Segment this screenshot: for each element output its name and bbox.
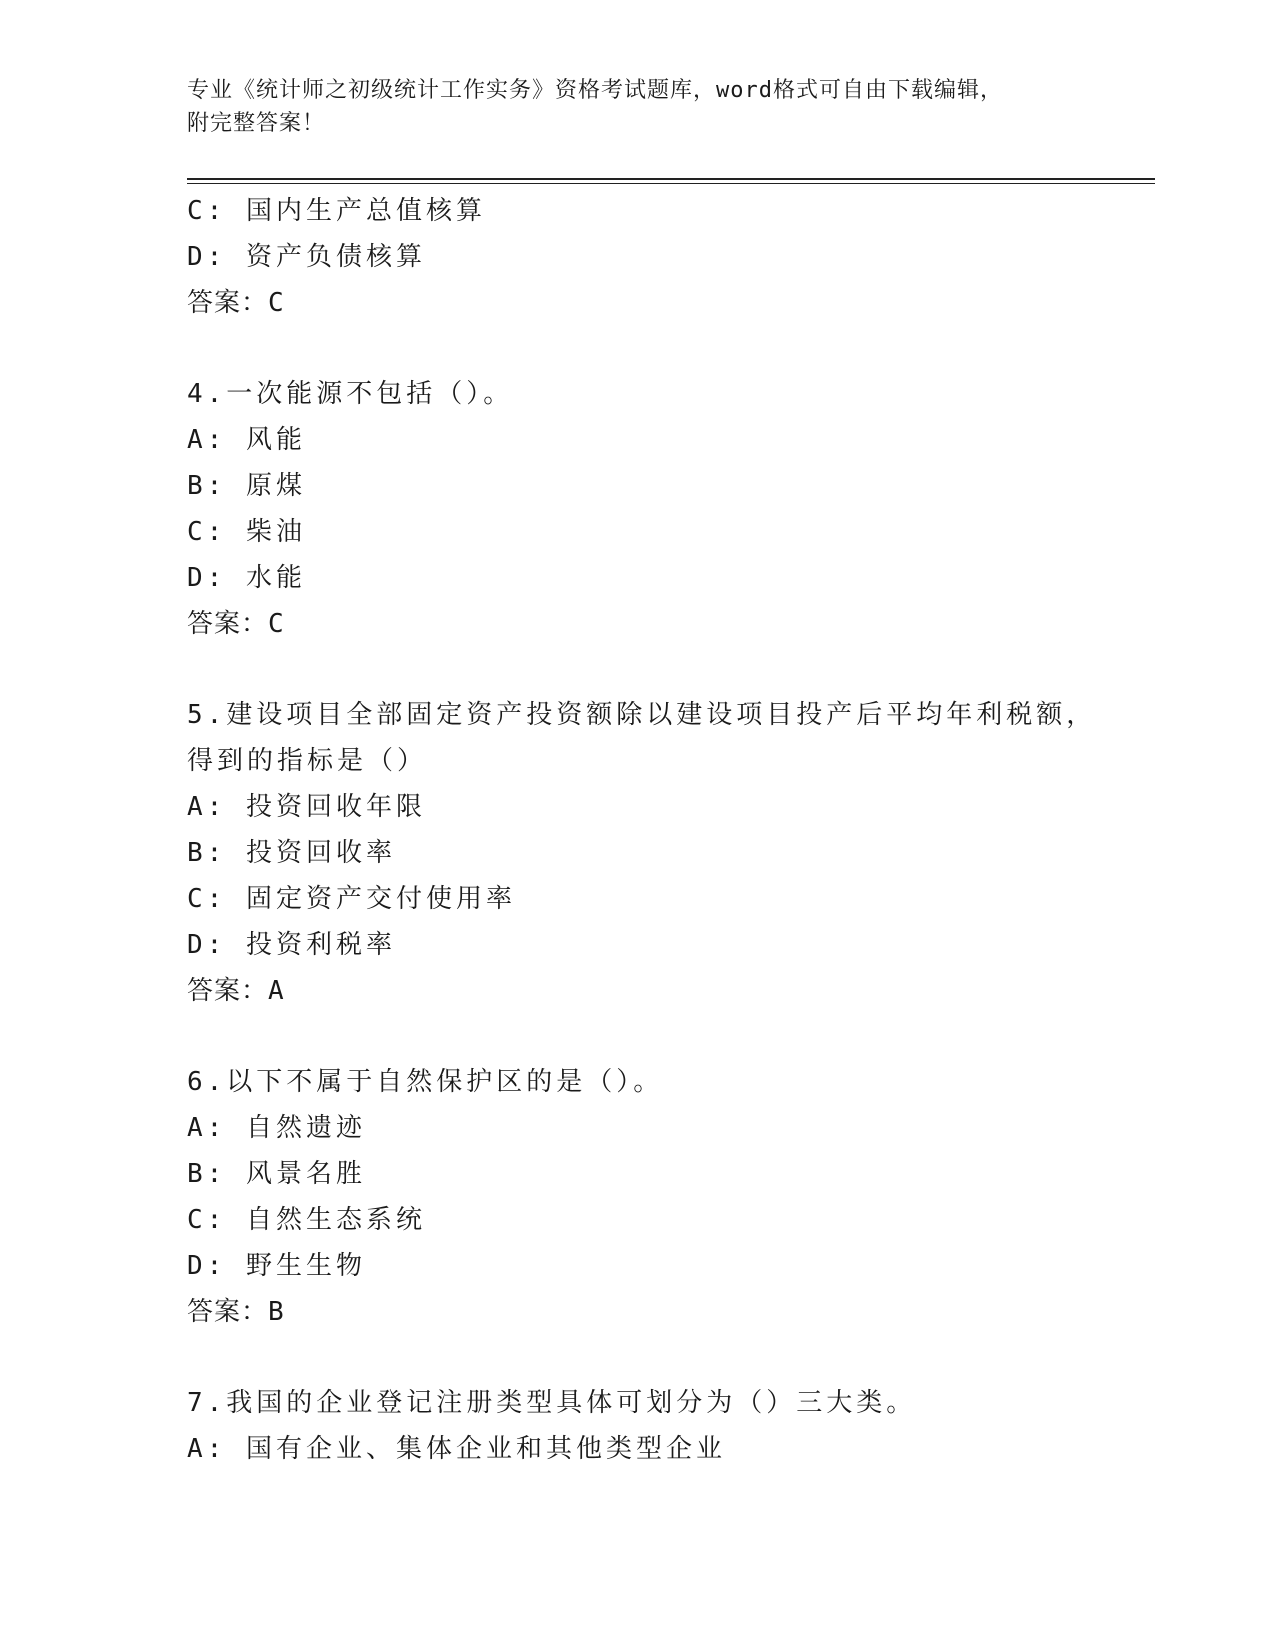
question-line: C: 自然生态系统 — [187, 1205, 426, 1235]
question-line: A: 国有企业、集体企业和其他类型企业 — [187, 1434, 726, 1464]
question-line: 7.我国的企业登记注册类型具体可划分为（）三大类。 — [187, 1388, 917, 1418]
answer-line: 答案：B — [187, 1297, 285, 1327]
header-divider-thin — [187, 183, 1155, 184]
answer-line: 答案：A — [187, 976, 285, 1006]
question-line: D: 资产负债核算 — [187, 242, 426, 272]
question-line: 得到的指标是（） — [187, 746, 428, 776]
question-line: B: 原煤 — [187, 471, 306, 501]
question-line: 4.一次能源不包括（）。 — [187, 379, 514, 409]
question-line: 6.以下不属于自然保护区的是（）。 — [187, 1067, 664, 1097]
header-line-2: 附完整答案！ — [187, 111, 326, 136]
question-line: C: 柴油 — [187, 517, 306, 547]
question-line: B: 风景名胜 — [187, 1159, 366, 1189]
answer-line: 答案：C — [187, 609, 285, 639]
header-divider-thick — [187, 178, 1155, 180]
question-line: C: 固定资产交付使用率 — [187, 884, 516, 914]
question-line: A: 投资回收年限 — [187, 792, 426, 822]
question-line: D: 水能 — [187, 563, 306, 593]
question-line: 5.建设项目全部固定资产投资额除以建设项目投产后平均年利税额， — [187, 700, 1097, 730]
question-line: D: 野生生物 — [187, 1251, 366, 1281]
header-line-1: 专业《统计师之初级统计工作实务》资格考试题库，word格式可自由下载编辑， — [187, 78, 1003, 103]
answer-line: 答案：C — [187, 288, 285, 318]
question-line: D: 投资利税率 — [187, 930, 396, 960]
question-line: A: 风能 — [187, 425, 306, 455]
question-line: C: 国内生产总值核算 — [187, 196, 486, 226]
question-line: A: 自然遗迹 — [187, 1113, 366, 1143]
document-header — [187, 74, 1067, 140]
question-line: B: 投资回收率 — [187, 838, 396, 868]
